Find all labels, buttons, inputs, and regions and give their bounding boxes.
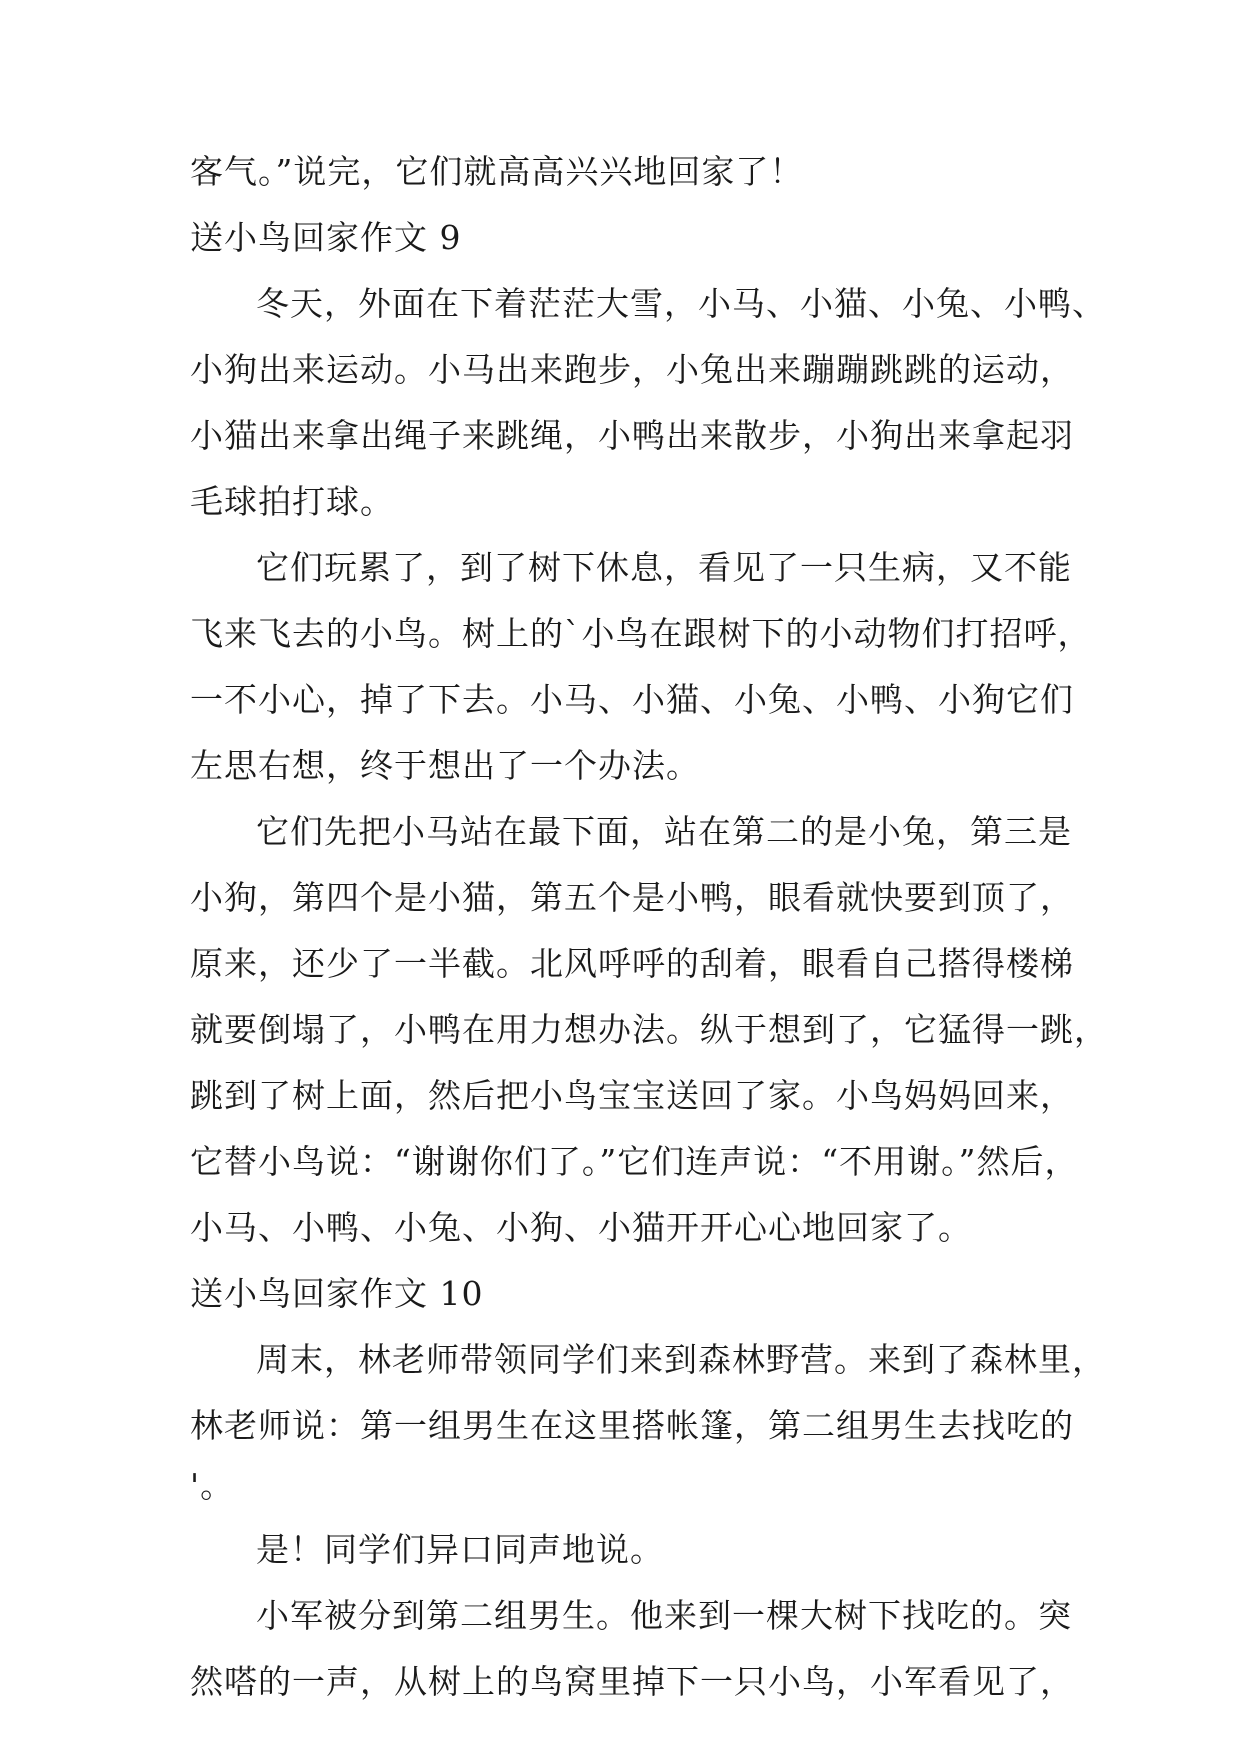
paragraph-line: 左思右想，终于想出了一个办法。 bbox=[190, 746, 700, 785]
paragraph-line: 跳到了树上面，然后把小鸟宝宝送回了家。小鸟妈妈回来， bbox=[190, 1076, 1074, 1115]
paragraph-line: 一不小心，掉了下去。小马、小猫、小兔、小鸭、小狗它们 bbox=[190, 680, 1074, 719]
paragraph-line: 小猫出来拿出绳子来跳绳，小鸭出来散步，小狗出来拿起羽 bbox=[190, 416, 1074, 455]
paragraph-line: 小狗，第四个是小猫，第五个是小鸭，眼看就快要到顶了， bbox=[190, 878, 1074, 917]
section-heading: 送小鸟回家作文 9 bbox=[190, 218, 462, 257]
paragraph-line: 然嗒的一声，从树上的鸟窝里掉下一只小鸟，小军看见了， bbox=[190, 1662, 1074, 1701]
paragraph-line: 客气。”说完，它们就高高兴兴地回家了！ bbox=[190, 152, 804, 191]
paragraph-line: 小狗出来运动。小马出来跑步，小兔出来蹦蹦跳跳的运动， bbox=[190, 350, 1074, 389]
paragraph-line: 它们先把小马站在最下面，站在第二的是小兔，第三是 bbox=[256, 812, 1072, 851]
paragraph-line: 林老师说：第一组男生在这里搭帐篷，第二组男生去找吃的 bbox=[190, 1406, 1074, 1445]
paragraph-line: '。 bbox=[190, 1466, 235, 1505]
paragraph-line: 周末，林老师带领同学们来到森林野营。来到了森林里， bbox=[256, 1340, 1106, 1379]
paragraph-line: 小马、小鸭、小兔、小狗、小猫开开心心地回家了。 bbox=[190, 1208, 972, 1247]
paragraph-line: 它们玩累了，到了树下休息，看见了一只生病，又不能 bbox=[256, 548, 1072, 587]
paragraph-line: 小军被分到第二组男生。他来到一棵大树下找吃的。突 bbox=[256, 1596, 1072, 1635]
paragraph-line: 冬天，外面在下着茫茫大雪，小马、小猫、小兔、小鸭、 bbox=[256, 284, 1106, 323]
paragraph-line: 是！同学们异口同声地说。 bbox=[256, 1530, 664, 1569]
paragraph-line: 毛球拍打球。 bbox=[190, 482, 394, 521]
paragraph-line: 飞来飞去的小鸟。树上的`小鸟在跟树下的小动物们打招呼， bbox=[190, 614, 1092, 653]
paragraph-line: 原来，还少了一半截。北风呼呼的刮着，眼看自己搭得楼梯 bbox=[190, 944, 1074, 983]
section-heading: 送小鸟回家作文 10 bbox=[190, 1274, 484, 1313]
paragraph-line: 它替小鸟说：“谢谢你们了。”它们连声说：“不用谢。”然后， bbox=[190, 1142, 1079, 1181]
paragraph-line: 就要倒塌了，小鸭在用力想办法。纵于想到了，它猛得一跳， bbox=[190, 1010, 1108, 1049]
